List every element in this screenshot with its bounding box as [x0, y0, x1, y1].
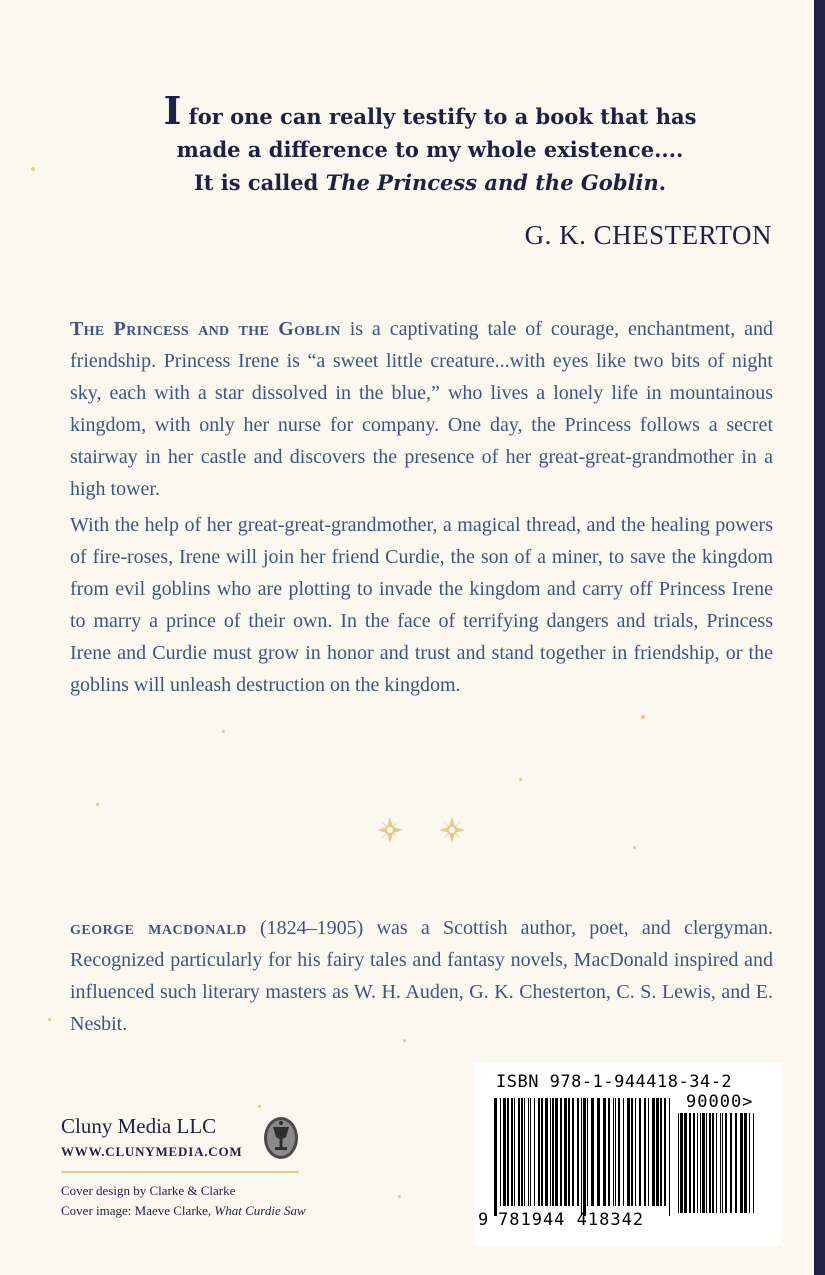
cover-image-credit: Cover image: Maeve Clarke, What Curdie Saw	[61, 1203, 306, 1218]
publisher-seal-icon	[262, 1115, 300, 1161]
barcode-bar	[500, 1098, 501, 1206]
barcode-bar	[538, 1098, 540, 1206]
sparkle-dot	[258, 1105, 261, 1108]
barcode-bar	[744, 1113, 747, 1213]
barcode-bar	[725, 1113, 727, 1213]
sparkle-dot	[398, 1195, 401, 1198]
quote-line-3: It is called The Princess and the Goblin.	[193, 170, 667, 195]
barcode-bar	[730, 1113, 732, 1213]
barcode-bar	[494, 1098, 497, 1216]
barcode-bar	[552, 1098, 554, 1206]
barcode-bar	[635, 1098, 636, 1206]
sparkle-dot	[96, 803, 99, 806]
quote-line-2: made a difference to my whole existence....	[176, 137, 684, 162]
barcode-bar	[503, 1098, 506, 1206]
quote-line-1: I for one can really testify to a book that has	[163, 88, 697, 133]
barcode-bar	[678, 1113, 679, 1213]
barcode-digits: 781944 418342	[498, 1210, 645, 1230]
barcode-bar	[689, 1113, 691, 1213]
barcode-bar	[530, 1098, 531, 1206]
barcode-bar	[545, 1098, 548, 1206]
barcode-bar	[597, 1098, 600, 1206]
book-spine-edge	[814, 0, 825, 1275]
price-code: 90000>	[686, 1092, 754, 1112]
sparkle-dot	[48, 1018, 51, 1021]
barcode-bar	[541, 1098, 543, 1206]
barcode-bar	[577, 1098, 579, 1206]
barcode-bar	[722, 1113, 723, 1213]
barcode-bar	[753, 1113, 754, 1213]
barcode-bar	[706, 1113, 707, 1213]
book-title-lead: The Princess and the Goblin	[70, 318, 341, 340]
barcode-bar	[613, 1098, 614, 1206]
quote-attribution: G. K. CHESTERTON	[524, 220, 772, 250]
barcode-bar	[680, 1113, 683, 1213]
barcode-bar	[618, 1098, 620, 1206]
barcode-bar	[669, 1098, 670, 1216]
isbn-label: ISBN 978-1-944418-34-2	[496, 1072, 733, 1092]
sparkle-dot	[641, 715, 645, 719]
barcode-bar	[644, 1098, 646, 1206]
barcode-bar	[684, 1113, 687, 1213]
quote-dropcap: I	[163, 88, 182, 133]
barcode-bar	[716, 1113, 717, 1213]
barcode-bar	[623, 1098, 624, 1206]
endorsement-quote	[120, 88, 740, 199]
barcode-bar	[700, 1113, 701, 1213]
publisher-website: WWW.CLUNYMEDIA.COM	[61, 1144, 243, 1159]
barcode-bar	[555, 1098, 558, 1206]
barcode-bar	[550, 1098, 551, 1206]
description-paragraph-2: With the help of her great-great-grandmother, a magical thread, and the healing powers of fire-roses, Irene will join her friend Curdie, the son of a miner, to save the kingdom from evil goblins who are plotting to invade the kingdom and carry off Princess Irene to marry a prince of their own. In the face of terrifying dangers and trials, Princess Irene and Curdie must grow in honor and trust and stand together in friendship, or the goblins will unleash destruction on the kingdom.	[70, 514, 773, 696]
sparkle-dot	[519, 778, 522, 781]
barcode-bar	[720, 1113, 721, 1213]
barcode-bar	[518, 1098, 520, 1206]
barcode-bar	[514, 1098, 515, 1206]
author-bio: george macdonald (1824–1905) was a Scottish author, poet, and clergyman. Recognized particularly for his fairy tales and fantasy novels, MacDonald inspired and influenced such literary masters as W. H. Auden, G. K. Chesterton, C. S. Lewis, and E. Nesbit.	[70, 917, 774, 1035]
barcode-bar	[693, 1113, 695, 1213]
sparkle-dot	[31, 167, 35, 171]
barcode-bar	[697, 1113, 698, 1213]
barcode-bar	[507, 1098, 509, 1206]
barcode-bar	[572, 1098, 574, 1206]
barcode-bars-addon	[678, 1113, 758, 1218]
barcode-bar	[528, 1098, 529, 1206]
barcode-bar	[702, 1113, 705, 1213]
barcode-bar	[583, 1098, 586, 1216]
author-name: george macdonald	[70, 917, 247, 939]
barcode-bar	[652, 1098, 655, 1206]
barcode-bar	[740, 1113, 743, 1213]
barcode-bar	[639, 1098, 641, 1206]
cover-image-title: What Curdie Saw	[214, 1203, 306, 1218]
barcode-bar	[564, 1098, 567, 1206]
barcode-bars-main	[494, 1098, 674, 1218]
barcode-digit-first: 9	[478, 1210, 489, 1230]
gold-divider	[61, 1171, 299, 1173]
barcode-bar	[568, 1098, 570, 1206]
barcode-bar	[631, 1098, 633, 1206]
barcode-bar	[712, 1113, 714, 1213]
barcode-bar	[521, 1098, 523, 1206]
barcode-bar	[511, 1098, 513, 1206]
barcode-bar	[615, 1098, 616, 1206]
barcode-bar	[534, 1098, 535, 1206]
barcode-bar	[749, 1113, 750, 1213]
barcode-bar	[664, 1098, 666, 1206]
barcode-bar	[591, 1098, 594, 1206]
barcode-bar	[648, 1098, 649, 1206]
barcode-bar	[603, 1098, 606, 1206]
description-paragraph-1: The Princess and the Goblin is a captivating tale of courage, enchantment, and friendship. Princess Irene is “a sweet little creature...with eyes like two bits of night sky, each with a star dissolved in the blue,” who lives a lonely life in mountainous kingdom, with only her nurse for company. One day, the Princess follows a secret stairway in her castle and discovers the presence of her great-great-grandmother in a high tower.	[70, 318, 773, 500]
flower-ornament-icon	[372, 812, 472, 848]
barcode-bar	[524, 1098, 525, 1206]
barcode-bar	[660, 1098, 662, 1206]
barcode-bar	[560, 1098, 562, 1206]
barcode-bar	[587, 1098, 588, 1206]
isbn-barcode	[474, 1063, 782, 1245]
barcode-bar	[608, 1098, 610, 1206]
barcode-bar	[656, 1098, 659, 1206]
quote-book-title: The Princess and the Goblin	[325, 170, 659, 195]
barcode-bar	[627, 1098, 630, 1206]
sparkle-dot	[222, 730, 225, 733]
barcode-bar	[735, 1113, 737, 1213]
cover-design-credit: Cover design by Clarke & Clarke	[61, 1183, 236, 1198]
sparkle-dot	[633, 846, 636, 849]
barcode-bar	[709, 1113, 711, 1213]
barcode-bar	[581, 1098, 582, 1216]
publisher-name: Cluny Media LLC	[61, 1114, 217, 1138]
